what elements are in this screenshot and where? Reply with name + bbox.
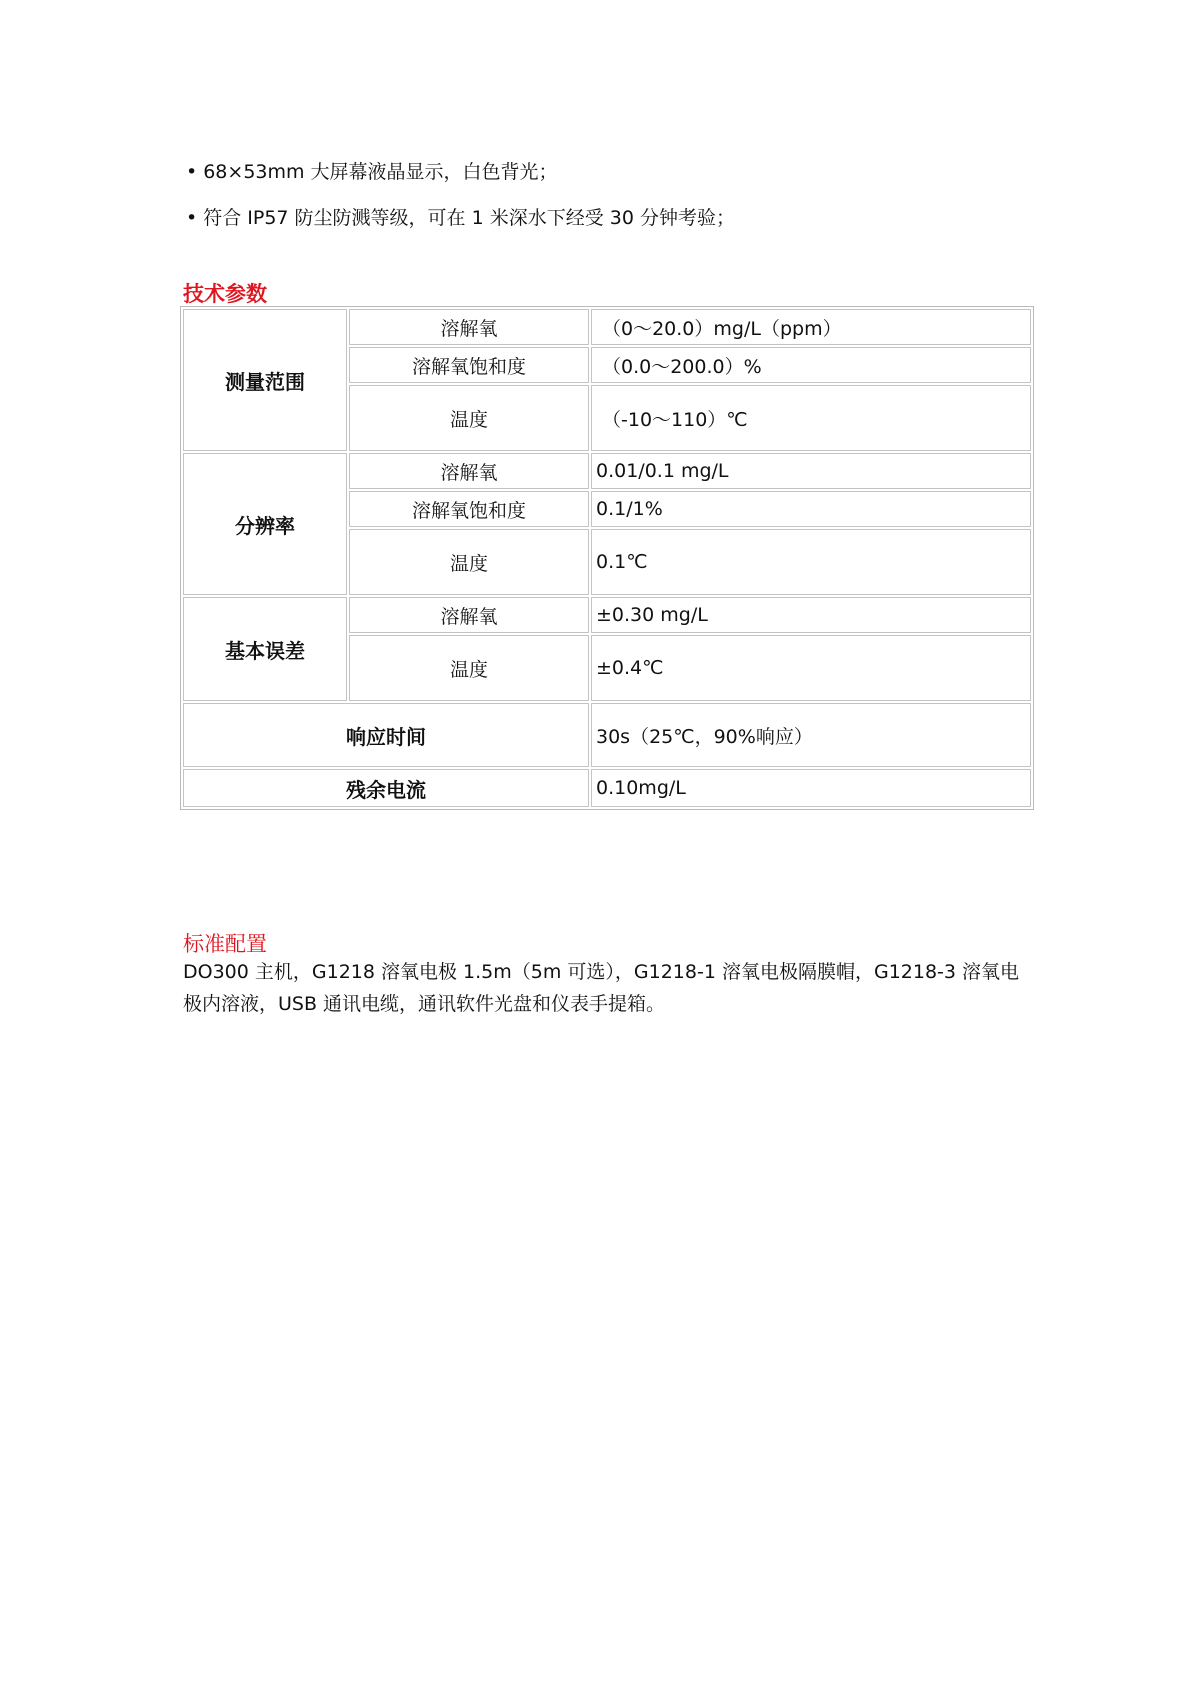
value-cell: ±0.4℃	[591, 635, 1031, 701]
param-cell: 温度	[349, 385, 589, 451]
table-row	[183, 453, 1031, 489]
residual-current-label: 残余电流	[183, 769, 589, 807]
group-label-basic-error: 基本误差	[183, 597, 347, 701]
param-cell: 温度	[349, 529, 589, 595]
param-cell: 溶解氧	[349, 309, 589, 345]
value-cell: 0.10mg/L	[591, 769, 1031, 807]
bullet-item	[186, 160, 558, 184]
value-cell: （0.0～200.0）%	[591, 347, 1031, 383]
bullet-item	[186, 206, 735, 230]
bullet-marker: •	[186, 207, 198, 229]
bullet-text: 符合 IP57 防尘防溅等级，可在 1 米深水下经受 30 分钟考验；	[203, 207, 735, 229]
table-row	[183, 703, 1031, 767]
value-cell: ±0.30 mg/L	[591, 597, 1031, 633]
value-cell: 30s（25℃，90%响应）	[591, 703, 1031, 767]
table-row	[183, 597, 1031, 633]
standard-config-title: 标准配置	[183, 932, 267, 956]
value-cell: （0～20.0）mg/L（ppm）	[591, 309, 1031, 345]
group-label-resolution: 分辨率	[183, 453, 347, 595]
param-cell: 温度	[349, 635, 589, 701]
tech-params-title: 技术参数	[183, 282, 267, 306]
value-cell: 0.01/0.1 mg/L	[591, 453, 1031, 489]
value-cell: （-10～110）℃	[591, 385, 1031, 451]
tech-params-table	[180, 306, 1034, 810]
param-cell: 溶解氧	[349, 453, 589, 489]
param-cell: 溶解氧饱和度	[349, 347, 589, 383]
group-label-measure-range: 测量范围	[183, 309, 347, 451]
value-cell: 0.1/1%	[591, 491, 1031, 527]
param-cell: 溶解氧	[349, 597, 589, 633]
bullet-text: 68×53mm 大屏幕液晶显示，白色背光；	[203, 161, 558, 183]
param-cell: 溶解氧饱和度	[349, 491, 589, 527]
table-row	[183, 769, 1031, 807]
standard-config-text: DO300 主机，G1218 溶氧电极 1.5m（5m 可选），G1218-1 溶氧电极隔膜帽，G1218-3 溶氧电极内溶液，USB 通讯电缆，通讯软件光盘和仪表手提箱。	[183, 961, 1020, 1015]
table-row	[183, 309, 1031, 345]
value-cell: 0.1℃	[591, 529, 1031, 595]
bullet-marker: •	[186, 161, 198, 183]
response-time-label: 响应时间	[183, 703, 589, 767]
